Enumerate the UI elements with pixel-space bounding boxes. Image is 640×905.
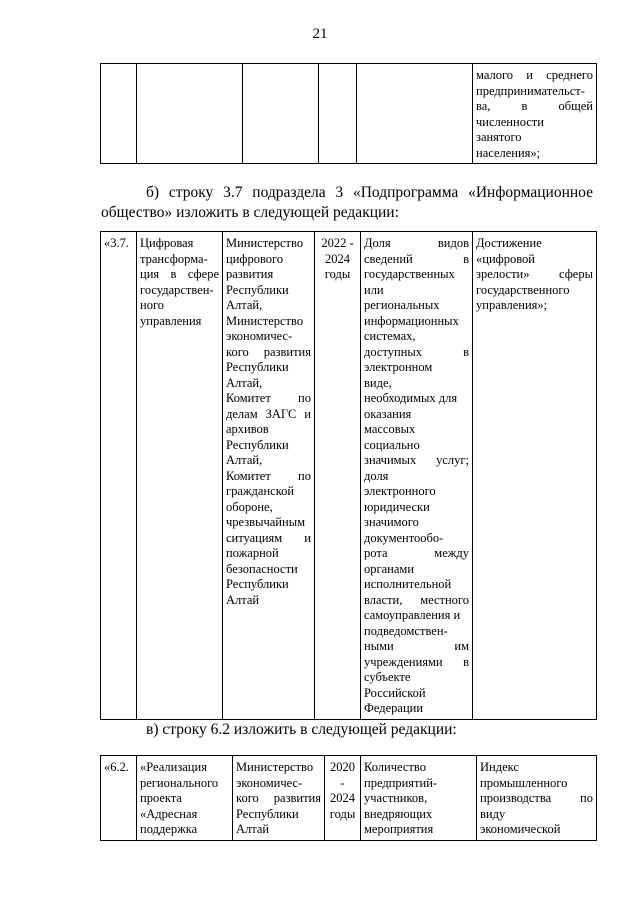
cell-empty <box>319 64 357 164</box>
table-continuation <box>100 63 597 164</box>
paragraph-v: в) строку 6.2 изложить в следующей редакции: <box>146 721 457 738</box>
cell-row-number: «6.2. <box>101 756 137 841</box>
cell-row-number: «3.7. <box>101 232 137 720</box>
cell-years: 2020 - 2024 годы <box>325 756 361 841</box>
cell-empty <box>137 64 243 164</box>
cell-executor: Министерство цифрового развития Республики Алтай, Министерство экономичес- кого развития Республики Алтай, Комитет по делам ЗАГС и архивов Республики Алтай, Комитет по гражданской обороне, чрезвычайным ситуациям и пожарной безопасности Республики Алтай <box>223 232 315 720</box>
cell-result: Достижение «цифровой зрелости» сферы государственного управления»; <box>473 232 597 720</box>
cell-indicator: Доля видов сведений в государственных или региональных информационных системах, доступных в электронном виде, необходимых для оказания массовых социально значимых услуг; доля электронного юридически значимого документообо- рота между органами исполнительной власти, местного самоуправления и подведомствен- ными им учреждениями в субъекте Российской Федерации <box>361 232 473 720</box>
cell-name: Цифровая трансформа- ция в сфере государствен- ного управления <box>137 232 223 720</box>
cell-empty <box>101 64 137 164</box>
table-row-3-7 <box>100 231 597 720</box>
table-row-6-2 <box>100 755 597 841</box>
paragraph-b: б) строку 3.7 подраздела 3 «Подпрограмма «Информационное общество» изложить в следующей редакции: <box>101 184 593 221</box>
cell-name: «Реализация регионального проекта «Адресная поддержка <box>137 756 233 841</box>
cell-years: 2022 - 2024 годы <box>315 232 361 720</box>
cell-empty <box>243 64 319 164</box>
cell-executor: Министерство экономичес- кого развития Республики Алтай <box>233 756 325 841</box>
cell-result: Индекс промышленного производства по виду экономической <box>477 756 597 841</box>
page-number: 21 <box>312 26 328 42</box>
cell-indicator: Количество предприятий- участников, внедряющих мероприятия <box>361 756 477 841</box>
cell-result-continuation: малого и среднего предпринимательст- ва, в общей численности занятого населения»; <box>473 64 597 164</box>
cell-empty <box>357 64 473 164</box>
